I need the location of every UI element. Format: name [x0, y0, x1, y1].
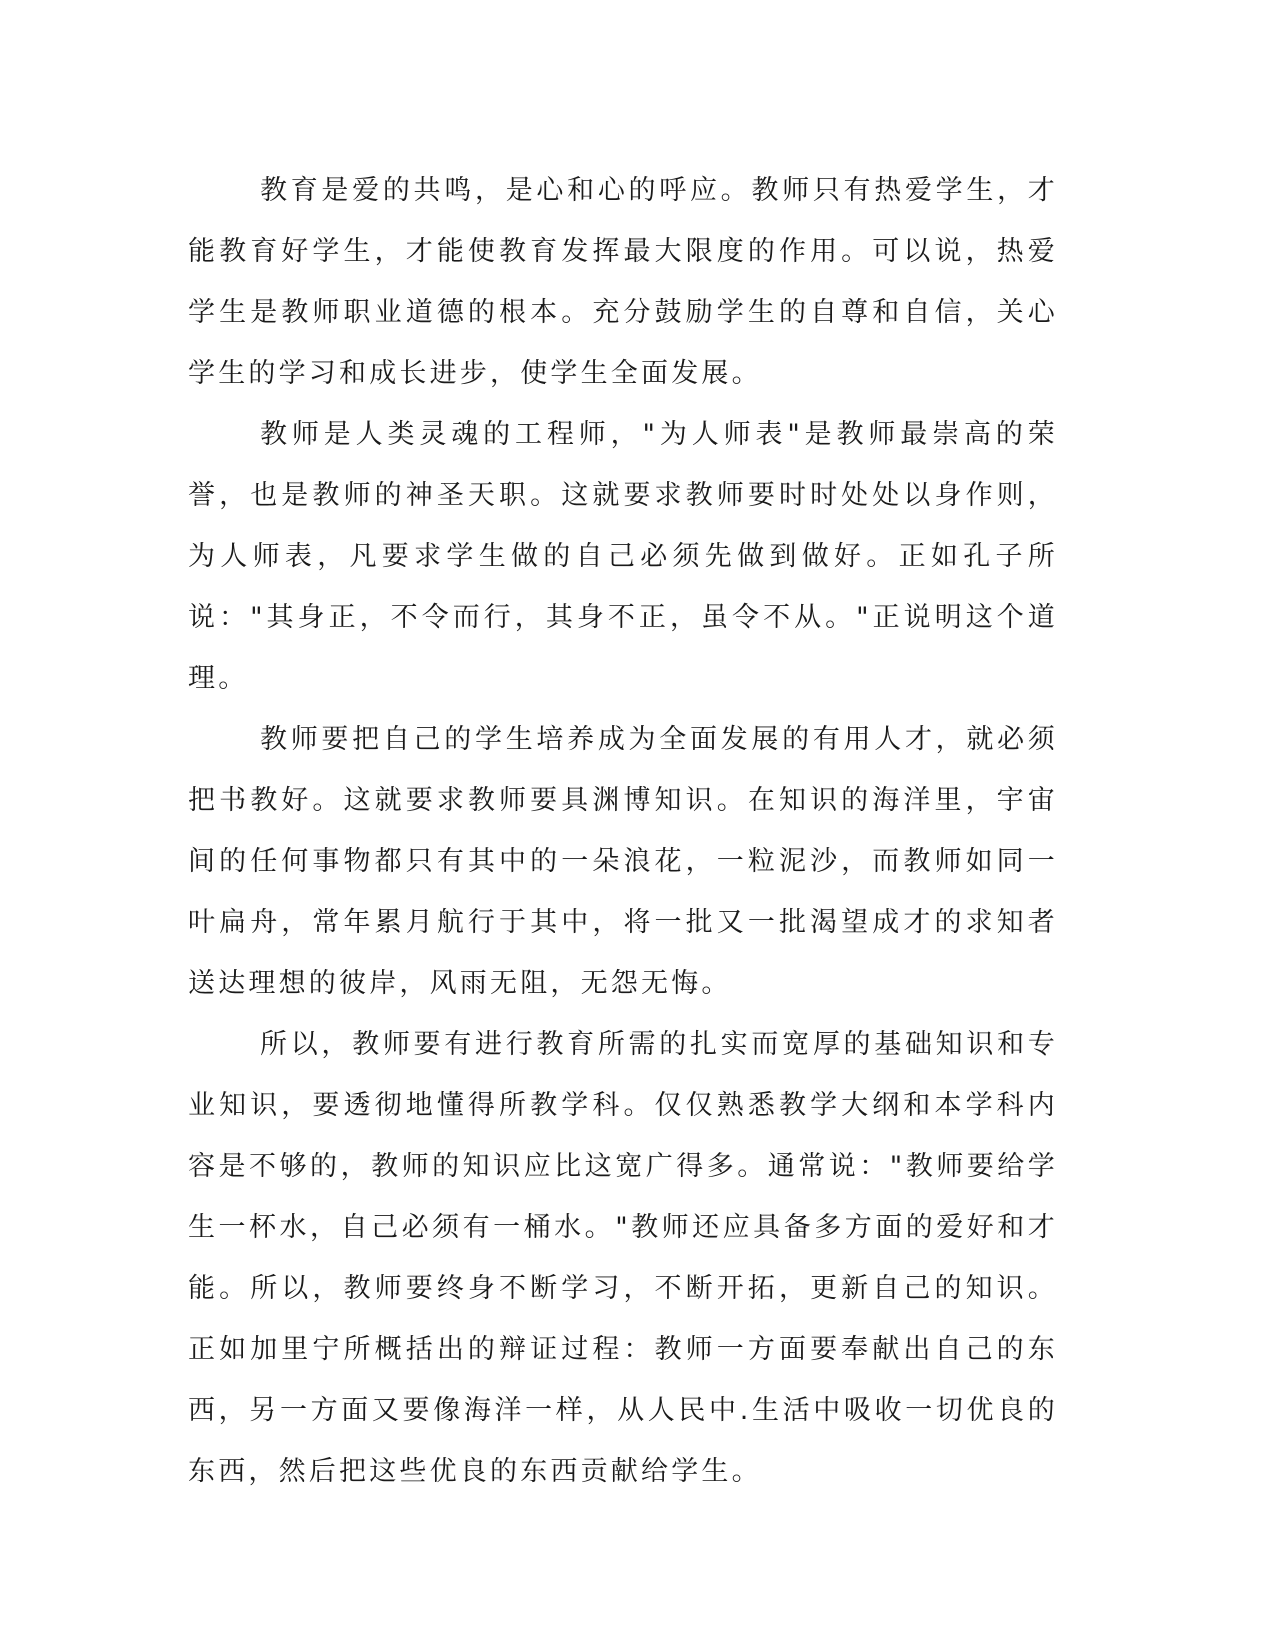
paragraph-3: 教师要把自己的学生培养成为全面发展的有用人才，就必须把书教好。这就要求教师要具渊博知识。在知识的海洋里，宇宙间的任何事物都只有其中的一朵浪花，一粒泥沙，而教师如同一叶扁舟，常年累月航行于其中，将一批又一批渴望成才的求知者送达理想的彼岸，风雨无阻，无怨无悔。 — [188, 724, 1058, 999]
document-body — [188, 160, 1058, 1502]
paragraph-1: 教育是爱的共鸣，是心和心的呼应。教师只有热爱学生，才能教育好学生，才能使教育发挥最大限度的作用。可以说，热爱学生是教师职业道德的根本。充分鼓励学生的自尊和自信，关心学生的学习和成长进步，使学生全面发展。 — [188, 175, 1058, 389]
paragraph-2: 教师是人类灵魂的工程师，"为人师表"是教师最崇高的荣誉，也是教师的神圣天职。这就要求教师要时时处处以身作则，为人师表，凡要求学生做的自己必须先做到做好。正如孔子所说："其身正，不令而行，其身不正，虽令不从。"正说明这个道理。 — [188, 419, 1058, 694]
paragraph-4: 所以，教师要有进行教育所需的扎实而宽厚的基础知识和专业知识，要透彻地懂得所教学科。仅仅熟悉教学大纲和本学科内容是不够的，教师的知识应比这宽广得多。通常说："教师要给学生一杯水，自己必须有一桶水。"教师还应具备多方面的爱好和才能。所以，教师要终身不断学习，不断开拓，更新自己的知识。正如加里宁所概括出的辩证过程：教师一方面要奉献出自己的东西，另一方面又要像海洋一样，从人民中.生活中吸收一切优良的东西，然后把这些优良的东西贡献给学生。 — [188, 1029, 1058, 1487]
